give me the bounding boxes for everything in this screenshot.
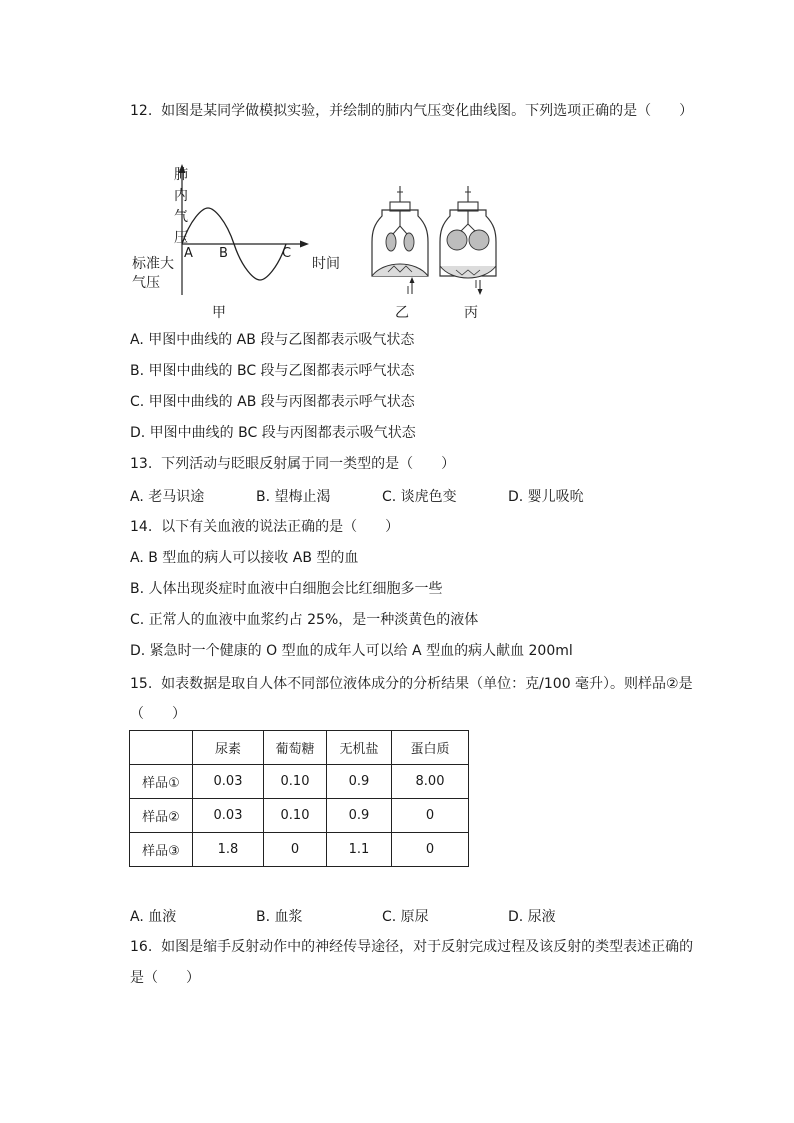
table-cell: 0.10 [264,799,327,833]
point-a-label: A [184,246,193,261]
y-axis-char: 气 [174,209,188,225]
baseline-label-line1: 标准大 [132,256,174,272]
y-axis-char: 压 [174,230,188,246]
q13-option-d[interactable]: D. 婴儿吸吮 [508,489,584,505]
table-cell: 0.03 [193,799,264,833]
caption-jia: 甲 [212,305,226,321]
table-cell: 0.03 [193,765,264,799]
q16-stem-line1: 16. 如图是缩手反射动作中的神经传导途径，对于反射完成过程及该反射的类型表述正确的 [130,939,694,955]
caption-yi: 乙 [395,305,409,321]
q13-stem: 13. 下列活动与眨眼反射属于同一类型的是（ ） [130,456,456,472]
table-header-row [130,731,469,765]
q13-options [130,486,690,506]
q14-option-a[interactable]: A. B 型血的病人可以接收 AB 型的血 [130,550,359,566]
composition-table [129,730,469,867]
table-cell: 0.10 [264,765,327,799]
q15-options [130,906,690,926]
q15-option-c[interactable]: C. 原尿 [382,909,429,925]
x-axis-label: 时间 [312,256,340,272]
table-header-cell: 蛋白质 [392,731,469,765]
table-cell: 8.00 [392,765,469,799]
q15-option-b[interactable]: B. 血浆 [256,909,303,925]
table-cell: 0 [392,799,469,833]
q13-option-b[interactable]: B. 望梅止渴 [256,489,331,505]
table-header-cell [130,731,193,765]
table-cell: 样品③ [130,833,193,867]
q15-option-a[interactable]: A. 血液 [130,909,177,925]
table-cell: 0.9 [327,799,392,833]
table-cell: 样品② [130,799,193,833]
table-row [130,765,469,799]
q14-option-b[interactable]: B. 人体出现炎症时血液中白细胞会比红细胞多一些 [130,581,443,597]
table-cell: 0 [392,833,469,867]
caption-bing: 丙 [464,305,478,321]
table-row [130,799,469,833]
q13-option-c[interactable]: C. 谈虎色变 [382,489,457,505]
bell-jar-yi [368,182,432,298]
table-cell: 0.9 [327,765,392,799]
q14-option-d[interactable]: D. 紧急时一个健康的 O 型血的成年人可以给 A 型血的病人献血 200ml [130,643,573,659]
q16-stem-line2: 是（ ） [130,970,200,986]
q12-option-b[interactable]: B. 甲图中曲线的 BC 段与乙图都表示呼气状态 [130,363,415,379]
y-axis-label [174,165,188,249]
q15-option-d[interactable]: D. 尿液 [508,909,556,925]
table-cell: 1.8 [193,833,264,867]
table-cell: 样品① [130,765,193,799]
table-header-cell: 尿素 [193,731,264,765]
table-row [130,833,469,867]
lung-pressure-graph [128,160,358,300]
q12-option-a[interactable]: A. 甲图中曲线的 AB 段与乙图都表示吸气状态 [130,332,415,348]
q15-stem-line2: （ ） [130,706,186,722]
table-cell: 1.1 [327,833,392,867]
q14-stem: 14. 以下有关血液的说法正确的是（ ） [130,519,400,535]
baseline-label-line2: 气压 [132,275,160,291]
q12-option-c[interactable]: C. 甲图中曲线的 AB 段与丙图都表示呼气状态 [130,394,415,410]
table-cell: 0 [264,833,327,867]
table-header-cell: 无机盐 [327,731,392,765]
y-axis-char: 肺 [174,167,188,183]
q14-option-c[interactable]: C. 正常人的血液中血浆约占 25%，是一种淡黄色的液体 [130,612,479,628]
bell-jar-bing [436,182,500,298]
q13-option-a[interactable]: A. 老马识途 [130,489,205,505]
point-b-label: B [219,246,228,261]
q15-stem-line1: 15. 如表数据是取自人体不同部位液体成分的分析结果（单位：克/100 毫升）。则样品②是 [130,676,693,692]
q12-option-d[interactable]: D. 甲图中曲线的 BC 段与丙图都表示吸气状态 [130,425,416,441]
q12-stem: 12. 如图是某同学做模拟实验，并绘制的肺内气压变化曲线图。下列选项正确的是（ ） [130,103,694,119]
y-axis-char: 内 [174,188,188,204]
table-header-cell: 葡萄糖 [264,731,327,765]
point-c-label: C [282,246,292,261]
